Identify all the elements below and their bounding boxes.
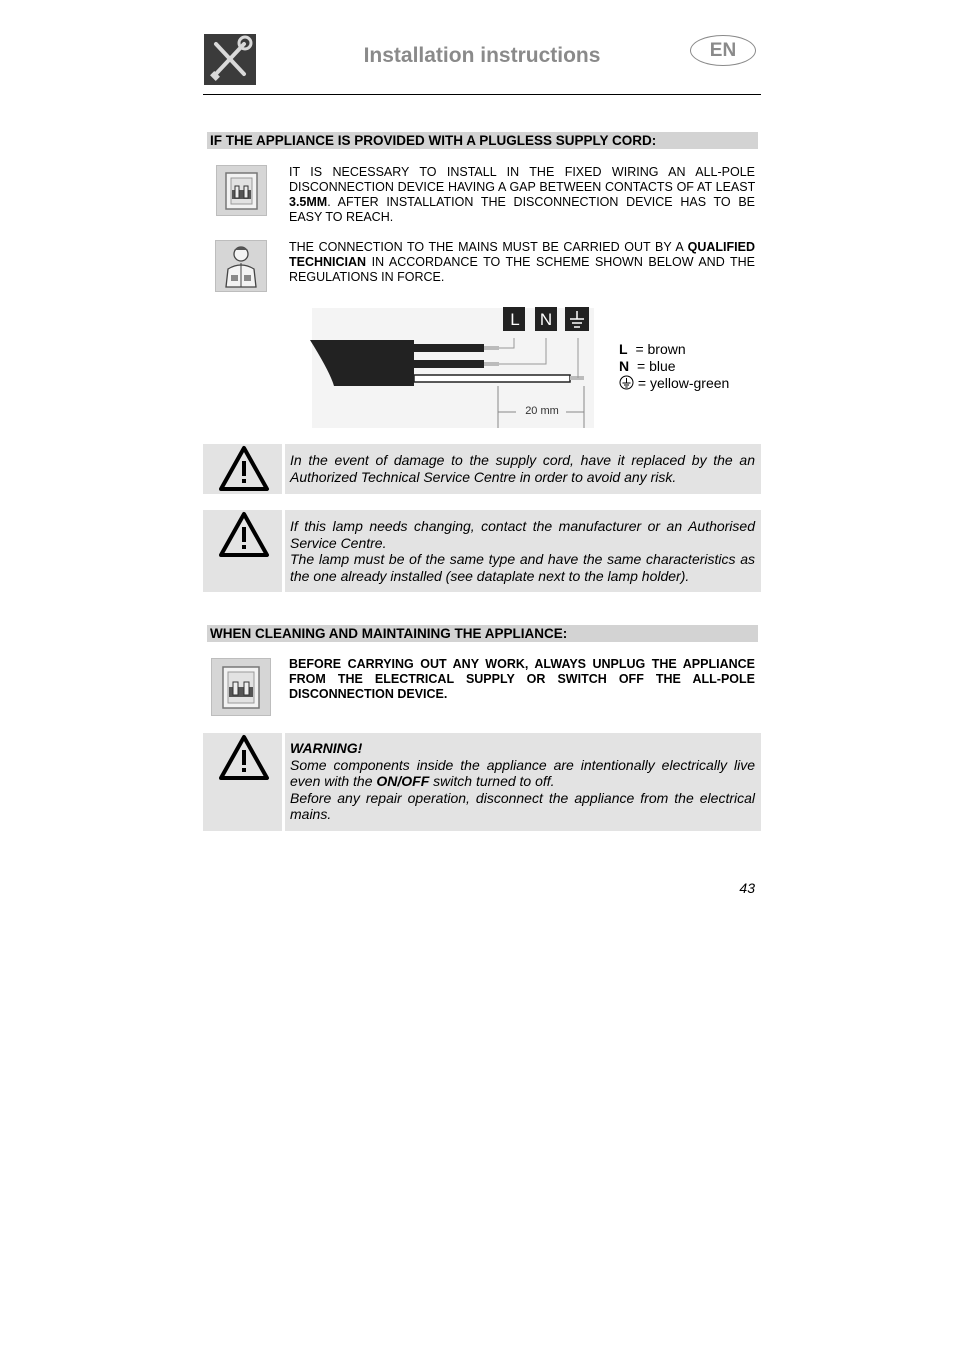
terminal-label-l: L [510, 310, 520, 329]
warning-panel-live-components [285, 733, 761, 831]
warning-text-live-components: WARNING! Some components inside the appliance are intentionally electrically live even with the ON/OFF switch turned to off. Before any repair operation, disconnect the appliance from the electrical mains. [290, 740, 755, 823]
plugless-paragraph: IT IS NECESSARY TO INSTALL IN THE FIXED WIRING AN ALL-POLE DISCONNECTION DEVICE HAVING A GAP BETWEEN CONTACTS OF AT LEAST 3.5MM. AFTER INSTALLATION THE DISCONNECTION DEVICE HAS TO BE EASY TO REACH. [289, 165, 755, 224]
warning-icon-box [203, 444, 282, 494]
wire-color-legend [619, 341, 759, 392]
dimension-label: 20 mm [525, 405, 559, 417]
legend-item-l: L = brown [619, 341, 686, 357]
unplug-paragraph: BEFORE CARRYING OUT ANY WORK, ALWAYS UNPLUG THE APPLIANCE FROM THE ELECTRICAL SUPPLY OR SWITCH OFF THE ALL-POLE DISCONNECTION DEVICE. [289, 657, 755, 701]
warning-icon [203, 733, 282, 783]
warning-icon [203, 510, 282, 560]
warning-panel-supply-cord [285, 444, 761, 494]
warning-icon [203, 444, 282, 494]
tools-icon [204, 34, 256, 85]
technician-icon [215, 240, 267, 292]
legend-item-n: N = blue [619, 358, 676, 374]
warning-icon-box [203, 510, 282, 592]
legend-item-earth: = yellow-green [619, 375, 759, 392]
warning-title: WARNING! [290, 740, 363, 756]
warning-text-supply-cord: In the event of damage to the supply cord, have it replaced by the an Authorized Technical Service Centre in order to avoid any risk. [290, 452, 755, 485]
earth-symbol-icon [619, 375, 634, 390]
warning-panel-lamp [285, 510, 761, 592]
language-badge: EN [690, 35, 756, 66]
switch-icon [211, 658, 271, 716]
terminal-label-n: N [539, 310, 553, 329]
section-heading-plugless: IF THE APPLIANCE IS PROVIDED WITH A PLUGLESS SUPPLY CORD: [207, 132, 758, 149]
warning-text-lamp: If this lamp needs changing, contact the manufacturer or an Authorised Service Centre. The lamp must be of the same type and have the same characteristics as the one already installed (see dataplate next to the lamp holder). [290, 518, 755, 584]
page-number: 43 [739, 880, 755, 896]
technician-paragraph: THE CONNECTION TO THE MAINS MUST BE CARRIED OUT BY A QUALIFIED TECHNICIAN IN ACCORDANCE TO THE SCHEME SHOWN BELOW AND THE REGULATIONS IN FORCE. [289, 240, 755, 284]
page-title: Installation instructions [363, 44, 601, 67]
header-divider [203, 94, 761, 95]
warning-icon-box [203, 733, 282, 831]
section-heading-cleaning: WHEN CLEANING AND MAINTAINING THE APPLIANCE: [207, 625, 758, 642]
wiring-diagram [308, 306, 598, 430]
switch-icon [216, 165, 267, 216]
